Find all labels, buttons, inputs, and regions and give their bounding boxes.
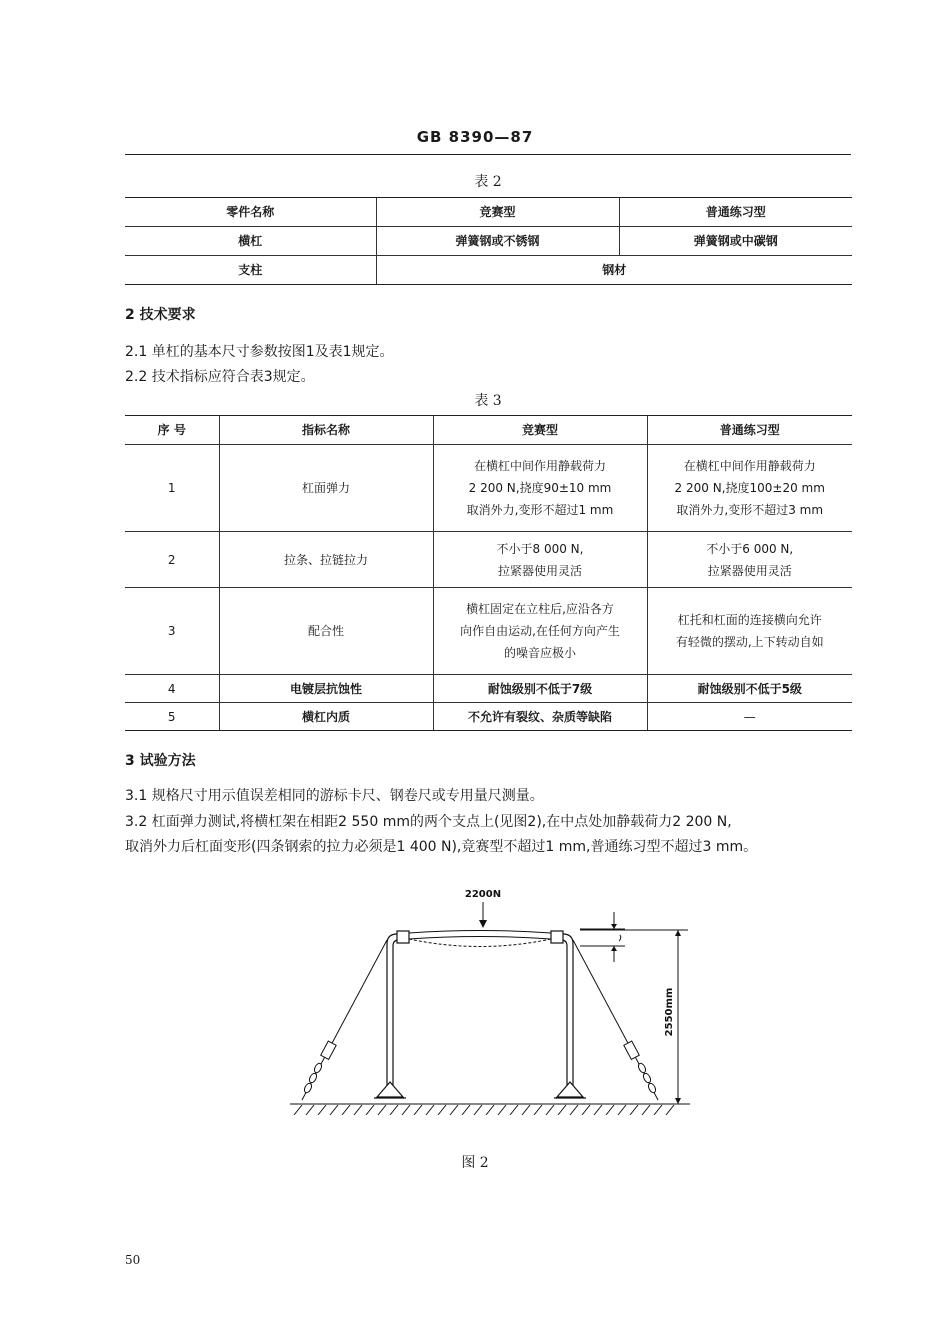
section-3-item-1: 3.1 规格尺寸用示值误差相同的游标卡尺、钢卷尺或专用量尺测量。	[125, 788, 544, 804]
table-row	[125, 256, 852, 285]
practice-spec	[647, 588, 852, 675]
table3-caption: 表 3	[474, 393, 502, 409]
spec-line: 拉紧器使用灵活	[707, 563, 792, 578]
spec-line: 向作自由运动,在任何方向产生	[460, 624, 620, 638]
table-row	[125, 445, 852, 532]
spec-line: 的噪音应极小	[503, 646, 576, 660]
load-arrow	[479, 902, 487, 928]
table2-cell: 钢材	[376, 256, 852, 285]
table2	[125, 197, 852, 285]
table3-header-cell: 指标名称	[219, 416, 433, 445]
competition-spec: 不允许有裂纹、杂质等缺陷	[433, 703, 647, 731]
table2-cell: 支柱	[125, 256, 376, 285]
ground	[290, 1104, 690, 1115]
row-number: 1	[125, 445, 219, 532]
left-post	[374, 931, 409, 1098]
table2-header-cell: 零件名称	[125, 198, 376, 227]
indicator-name: 杠面弹力	[219, 445, 433, 532]
spec-line: 拉紧器使用灵活	[497, 563, 582, 578]
spec-line: 取消外力,变形不超过1 mm	[466, 503, 614, 517]
competition-spec: 耐蚀级别不低于7级	[433, 675, 647, 703]
standard-code: GB 8390—87	[416, 128, 534, 146]
section-3-item-2-continued: 取消外力后杠面变形(四条钢索的拉力必须是1 400 N),竞赛型不超过1 mm,普通练习型不超过3 mm。	[125, 839, 758, 855]
competition-spec	[433, 445, 647, 532]
spec-line: 取消外力,变形不超过3 mm	[676, 503, 824, 517]
section-2-title: 2 技术要求	[125, 307, 196, 323]
table2-header-row	[125, 198, 852, 227]
figure-2-diagram	[280, 882, 700, 1132]
table3-header-cell: 序 号	[125, 416, 219, 445]
indicator-name: 电镀层抗蚀性	[219, 675, 433, 703]
spec-line: 杠托和杠面的连接横向允许	[677, 613, 822, 627]
spec-line: 在横杠中间作用静载荷力	[473, 459, 606, 473]
practice-spec	[647, 445, 852, 532]
load-label: 2200N	[464, 889, 502, 900]
table2-cell: 横杠	[125, 227, 376, 256]
practice-spec: —	[647, 703, 852, 731]
right-guy-cable	[573, 940, 658, 1100]
table-row	[125, 675, 852, 703]
spec-line: 有轻微的摆动,上下转动自如	[675, 635, 824, 649]
spec-line: 不小于8 000 N,	[496, 541, 584, 556]
row-number: 2	[125, 532, 219, 588]
crossbar	[409, 931, 551, 947]
indicator-name: 拉条、拉链拉力	[219, 532, 433, 588]
section-2-item-1: 2.1 单杠的基本尺寸参数按图1及表1规定。	[125, 344, 394, 360]
competition-spec	[433, 532, 647, 588]
spec-line: 2 200 N,挠度100±20 mm	[674, 481, 825, 495]
row-number: 3	[125, 588, 219, 675]
header-rule	[125, 154, 851, 155]
table2-header-cell: 普通练习型	[619, 198, 852, 227]
competition-spec	[433, 588, 647, 675]
table3-header-cell: 普通练习型	[647, 416, 852, 445]
table-row	[125, 703, 852, 731]
page-number: 50	[125, 1253, 141, 1267]
table-row	[125, 588, 852, 675]
table3-header-row	[125, 416, 852, 445]
row-number: 4	[125, 675, 219, 703]
table2-cell: 弹簧钢或不锈钢	[376, 227, 619, 256]
spec-line: 不小于6 000 N,	[706, 541, 794, 556]
section-3-title: 3 试验方法	[125, 753, 196, 769]
table2-cell: 弹簧钢或中碳钢	[619, 227, 852, 256]
table2-header-cell: 竞赛型	[376, 198, 619, 227]
right-post	[551, 931, 586, 1098]
height-dimension-label: 2550mm	[664, 987, 675, 1037]
section-2-item-2: 2.2 技术指标应符合表3规定。	[125, 369, 315, 385]
practice-spec: 耐蚀级别不低于5级	[647, 675, 852, 703]
table-row	[125, 532, 852, 588]
spec-line: 横杠固定在立柱后,应沿各方	[466, 602, 614, 616]
practice-spec	[647, 532, 852, 588]
table2-caption: 表 2	[474, 174, 502, 190]
left-guy-cable	[302, 940, 387, 1100]
section-3-item-2: 3.2 杠面弹力测试,将横杠架在相距2 550 mm的两个支点上(见图2),在中点处加静载荷力2 200 N,	[125, 814, 732, 830]
indicator-name: 横杠内质	[219, 703, 433, 731]
figure-2-caption: 图 2	[461, 1155, 489, 1171]
table3	[125, 415, 852, 731]
indicator-name: 配合性	[219, 588, 433, 675]
row-number: 5	[125, 703, 219, 731]
spec-line: 在横杠中间作用静载荷力	[683, 459, 816, 473]
spec-line: 2 200 N,挠度90±10 mm	[468, 481, 612, 495]
table-row	[125, 227, 852, 256]
deflection-indicator	[580, 912, 625, 962]
table3-header-cell: 竞赛型	[433, 416, 647, 445]
